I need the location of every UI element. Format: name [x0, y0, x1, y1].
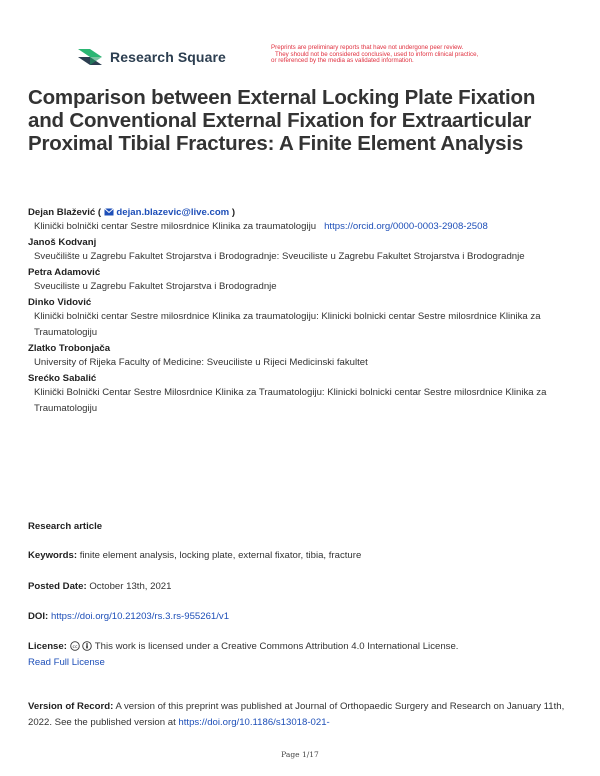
- author-name: Zlatko Trobonjača: [28, 343, 111, 354]
- author-affiliation: University of Rijeka Faculty of Medicine: Sveuciliste u Rijeci Medicinski fakultet: [34, 357, 368, 368]
- doi-link[interactable]: https://doi.org/10.21203/rs.3.rs-955261/v1: [50, 611, 230, 622]
- keywords-label: Keywords:: [28, 550, 78, 561]
- posted-date-value: October 13th, 2021: [89, 581, 172, 592]
- author-affiliation: Sveučilište u Zagrebu Fakultet Strojarstva i Brodogradnje: Sveuciliste u Zagrebu Fakultet Strojarstva i Brodogradnje: [34, 251, 525, 262]
- author-block: [28, 296, 573, 341]
- author-list: [28, 206, 573, 418]
- author-block: [28, 206, 573, 235]
- version-of-record-label: Version of Record:: [28, 701, 114, 712]
- version-of-record-link[interactable]: https://doi.org/10.1186/s13018-021-: [178, 717, 330, 728]
- author-affiliation-text: Klinički bolnički centar Sestre milosrdnice Klinika za traumatologiju: [34, 221, 317, 232]
- author-block: [28, 342, 573, 371]
- attribution-icon: [82, 641, 92, 651]
- author-affiliation: Klinički bolnički centar Sestre milosrdnice Klinika za traumatologiju: Klinicki bolnicki centar Sestre milosrdnice Klinika za Traumatologiju: [34, 311, 541, 338]
- article-type-text: Research article: [28, 521, 103, 532]
- author-affiliation: [28, 219, 573, 235]
- version-of-record-text: A version of this preprint was published at Journal of Orthopaedic Surgery and Research on January 11th, 2022. See the published version at: [28, 701, 565, 728]
- article-type: [28, 519, 573, 535]
- author-affiliation: Sveuciliste u Zagrebu Fakultet Strojarstva i Brodogradnje: [34, 281, 277, 292]
- disclaimer-line-1: Preprints are preliminary reports that have not undergone peer review.: [271, 44, 464, 51]
- author-name: Janoš Kodvanj: [28, 237, 97, 248]
- author-name: Petra Adamović: [28, 267, 101, 278]
- license-block: [28, 639, 573, 671]
- posted-date-label: Posted Date:: [28, 581, 87, 592]
- logo-text: [110, 49, 226, 65]
- disclaimer-line-2: They should not be considered conclusive, used to inform clinical practice,: [275, 50, 479, 58]
- version-of-record-block: [28, 699, 573, 731]
- svg-text:cc: cc: [72, 644, 78, 650]
- logo-text-square: Square: [177, 49, 226, 65]
- creative-commons-icon: [70, 641, 80, 651]
- author-block: [28, 236, 573, 265]
- page-number: Page 1/17: [281, 750, 319, 759]
- license-text: This work is licensed under a Creative Commons Attribution 4.0 International License.: [94, 641, 459, 652]
- read-full-license-link[interactable]: Read Full License: [28, 657, 105, 668]
- author-name: Dejan Blažević ( dejan.blazevic@live.com ): [28, 207, 236, 218]
- posted-date-line: [28, 579, 573, 595]
- doi-label: DOI:: [28, 611, 49, 622]
- orcid-link[interactable]: https://orcid.org/0000-0003-2908-2508: [324, 221, 488, 232]
- logo-text-research: Research: [110, 49, 174, 65]
- research-square-logo-icon: [76, 46, 104, 68]
- disclaimer-line-3: or referenced by the media as validated information.: [271, 57, 414, 65]
- header: [0, 0, 600, 80]
- keywords-value: finite element analysis, locking plate, external fixator, tibia, fracture: [79, 550, 362, 561]
- article-title: Comparison between External Locking Plate Fixation and Conventional External Fixation for Extraarticular Proximal Tibial Fractures: A Finite Element Analysis: [28, 86, 536, 155]
- author-name: Srećko Sabalić: [28, 373, 97, 384]
- preprint-disclaimer: [271, 45, 541, 65]
- author-block: [28, 372, 573, 417]
- doi-line: [28, 609, 573, 625]
- author-block: [28, 266, 573, 295]
- author-affiliation: Klinički Bolnički Centar Sestre Milosrdnice Klinika za Traumatologiju: Klinicki bolnicki centar Sestre milosrdnice Klinika za Traumatologiju: [34, 387, 547, 414]
- keywords-line: [28, 548, 573, 564]
- author-name: Dinko Vidović: [28, 297, 92, 308]
- envelope-icon: [104, 208, 114, 216]
- license-label: License:: [28, 641, 67, 652]
- research-square-logo[interactable]: [76, 46, 226, 68]
- author-email-link[interactable]: dejan.blazevic@live.com: [116, 207, 230, 218]
- author-name-text: Dejan Blažević: [28, 207, 96, 218]
